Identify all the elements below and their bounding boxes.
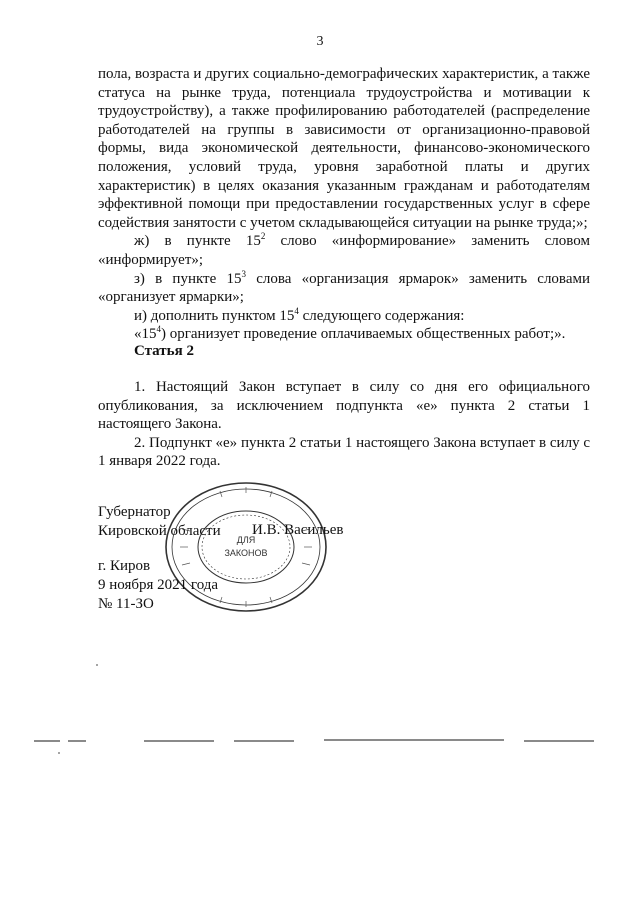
quote-pre: «15 xyxy=(134,326,157,343)
signature-block xyxy=(98,503,221,541)
item-i-post: следующего содержания: xyxy=(298,307,465,324)
item-zh-sup: 2 xyxy=(260,231,266,242)
place-date-block xyxy=(98,557,218,614)
item-i-sup: 4 xyxy=(294,305,299,316)
item-z-sup: 3 xyxy=(241,268,246,279)
quote-post: ) организует проведение оплачиваемых общественных работ;». xyxy=(161,326,566,343)
item-z-pre: з) в пункте 15 xyxy=(134,270,242,287)
item-zh-post: слово «информирование» заменить словом «информирует»; xyxy=(98,233,590,268)
item-i-pre: и) дополнить пунктом 15 xyxy=(134,307,295,324)
item-z-post: слова «организация ярмарок» заменить словами «организует ярмарки»; xyxy=(98,270,590,306)
signature-title-line1: Губернатор xyxy=(98,504,171,520)
item-i xyxy=(98,307,590,326)
item-z xyxy=(98,270,590,307)
intro-paragraph: пола, возраста и других социально-демографических характеристик, а также статуса на рынке труда, потенциала трудоустройства и мотивации к трудоустройству), а также профилированию работодателей (распределение работодателей на группы в зависимости от организационно-правовой формы, вида экономической деятельности, финансово-экономического положения, условий труда, уровня заработной платы и других характеристик) в целях оказания указанным гражданам и работодателям эффективной помощи при предоставлении государственных услуг в сфере содействия занятости с учетом складывающейся ситуации на рынке труда;»; xyxy=(98,66,590,231)
article2-body xyxy=(98,378,590,471)
page-number: 3 xyxy=(316,34,324,49)
item-zh xyxy=(98,232,590,269)
city: г. Киров xyxy=(98,558,151,574)
signature-name: И.В. Васильев xyxy=(252,522,344,538)
quote-sup: 4 xyxy=(156,324,161,335)
seal-text-2: ЗАКОНОВ xyxy=(224,548,268,558)
law-number: № 11-ЗО xyxy=(98,596,154,612)
article1-tail xyxy=(98,65,590,344)
scan-speck xyxy=(96,664,98,666)
item-zh-pre: ж) в пункте 15 xyxy=(134,233,261,250)
article2-heading: Статья 2 xyxy=(134,343,194,359)
scan-artifact-line xyxy=(34,738,594,744)
article2-paragraph-2: 2. Подпункт «е» пункта 2 статьи 1 настоящего Закона вступает в силу с 1 января 2022 года. xyxy=(98,434,590,470)
scan-speck xyxy=(58,752,60,754)
signature-title-line2: Кировской области xyxy=(98,523,221,539)
quote-paragraph xyxy=(98,325,590,344)
seal-text-1: ДЛЯ xyxy=(236,535,256,545)
article2-paragraph-1: 1. Настоящий Закон вступает в силу со дня его официального опубликования, за исключением подпункта «е» пункта 2 статьи 1 настоящего Закона. xyxy=(98,379,590,433)
date: 9 ноября 2021 года xyxy=(98,577,219,593)
